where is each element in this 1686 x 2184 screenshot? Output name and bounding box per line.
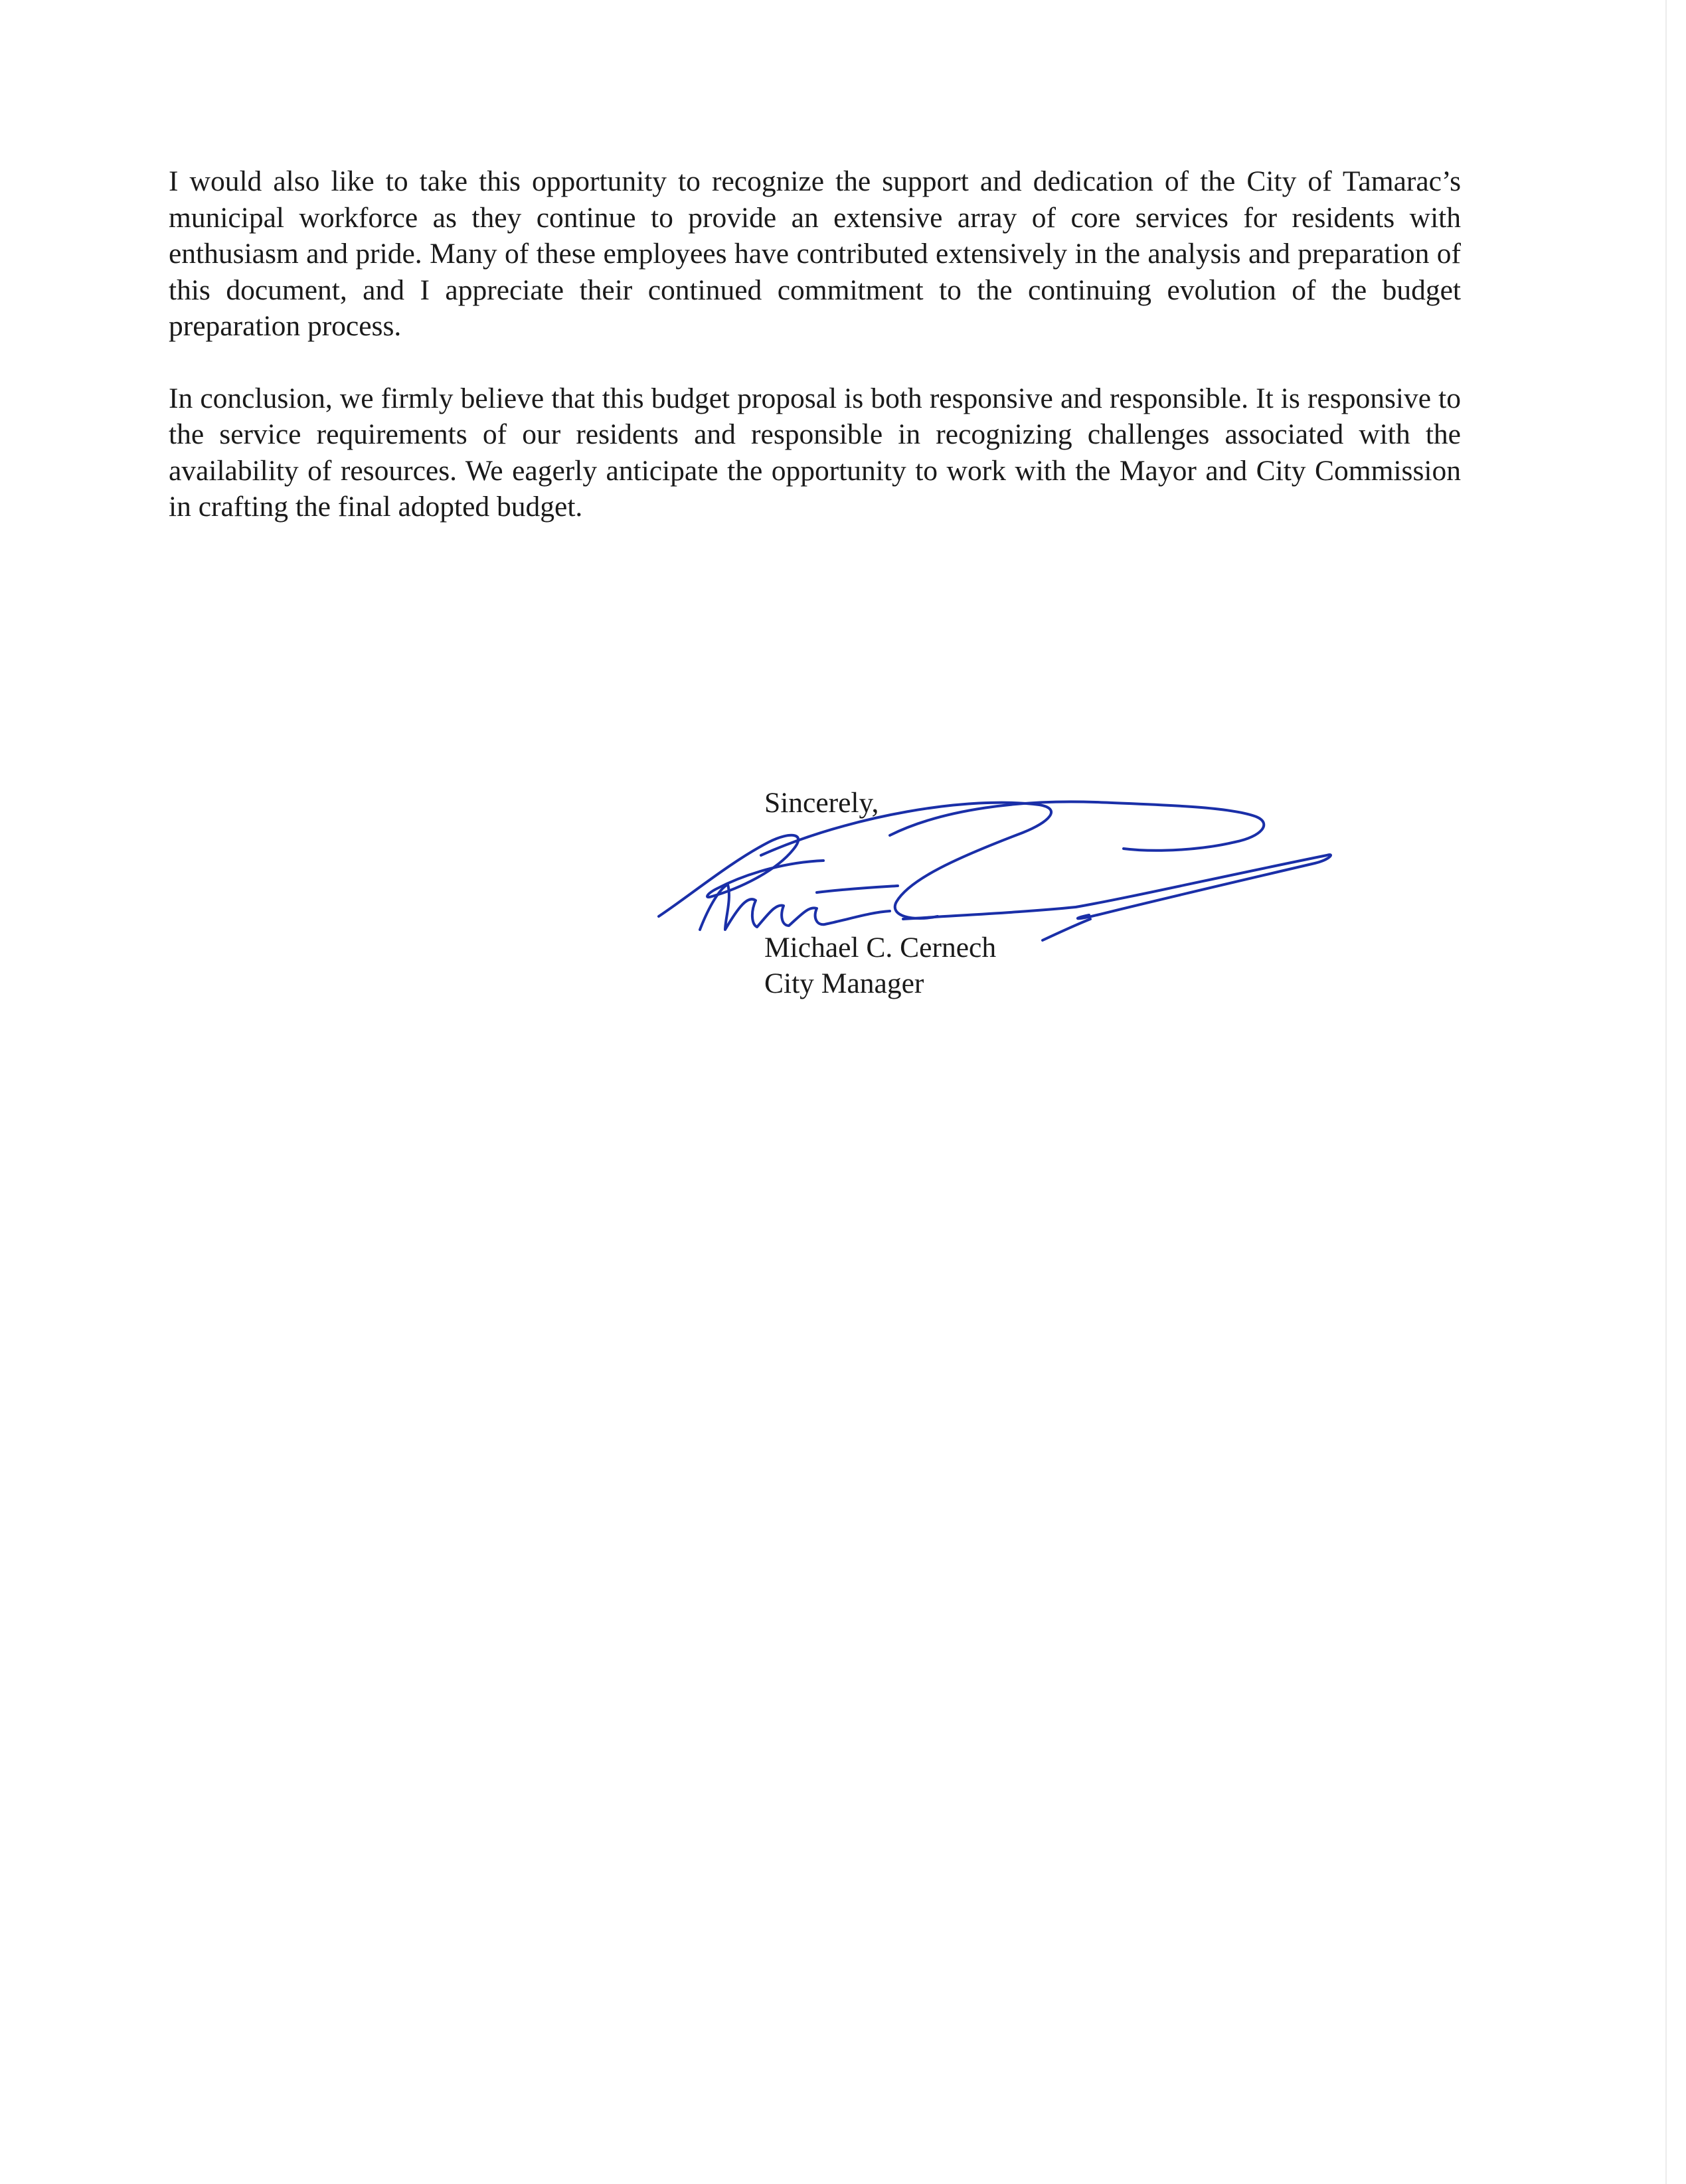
closing-salutation: Sincerely,	[764, 787, 879, 819]
paragraph-conclusion: In conclusion, we firmly believe that this budget proposal is both responsive and responsible. It is responsive to the service requirements of our residents and responsible in recognizing challenges associated with the availability of resources. We eagerly anticipate the opportunity to work with the Mayor and City Commission in crafting the final adopted budget.	[169, 382, 1461, 523]
signature-stroke-letters	[700, 884, 890, 930]
handwritten-signature	[651, 789, 1345, 955]
paragraph-workforce-recognition: I would also like to take this opportunity to recognize the support and dedication of the City of Tamarac’s municipal workforce as they continue to provide an extensive array of core services for residents with enthusiasm and pride. Many of these employees have contributed extensively in the analysis and preparation of this document, and I appreciate their continued commitment to the continuing evolution of the budget preparation process.	[169, 165, 1461, 342]
letter-body	[169, 163, 1461, 561]
signer-title: City Manager	[764, 967, 924, 999]
signer-name: Michael C. Cernech	[764, 931, 997, 964]
signature-stroke-tail	[903, 855, 1331, 919]
signature-stroke-loop	[761, 803, 1051, 918]
scan-edge-line	[1665, 0, 1667, 2184]
signature-stroke-end	[1043, 919, 1090, 940]
signature-stroke-underline	[817, 886, 898, 892]
signature-stroke-upper-loop	[890, 801, 1264, 850]
